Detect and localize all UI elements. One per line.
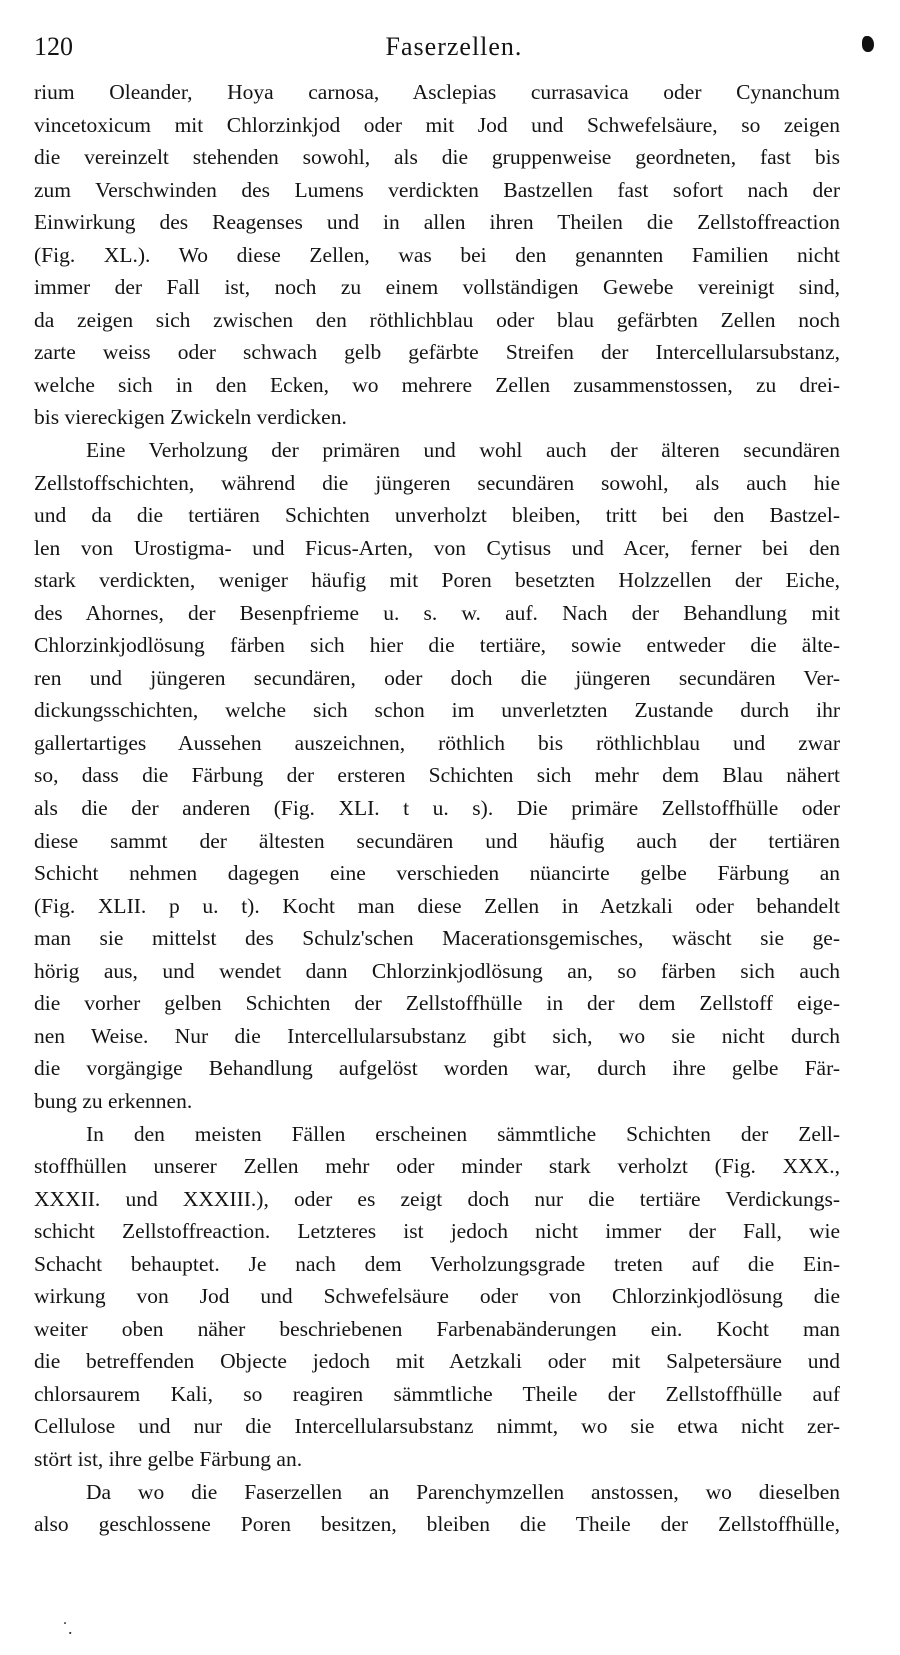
- text-line: weiter oben näher beschriebenen Farbenabänderungen ein. Kocht man: [34, 1316, 840, 1341]
- text-line: gallertartiges Aussehen auszeichnen, röthlich bis röthlichblau und zwar: [34, 730, 840, 755]
- text-line: bung zu erkennen.: [34, 1088, 193, 1113]
- running-title: Faserzellen.: [385, 32, 523, 61]
- text-line: rium Oleander, Hoya carnosa, Asclepias currasavica oder Cynanchum: [34, 80, 840, 104]
- text-line: Schacht behauptet. Je nach dem Verholzungsgrade treten auf die Ein-: [34, 1251, 840, 1276]
- text-line: so, dass die Färbung der ersteren Schichten sich mehr dem Blau nähert: [34, 763, 840, 788]
- text-line: ren und jüngeren secundären, oder doch die jüngeren secundären Ver-: [34, 665, 840, 690]
- text-line: (Fig. XLII. p u. t). Kocht man diese Zellen in Aetzkali oder behandelt: [34, 893, 840, 918]
- text-line: des Ahornes, der Besenpfrieme u. s. w. auf. Nach der Behandlung mit: [34, 600, 840, 625]
- text-line: und da die tertiären Schichten unverholzt bleiben, tritt bei den Bastzel-: [34, 503, 840, 528]
- text-line: XXXII. und XXXIII.), oder es zeigt doch nur die tertiäre Verdickungs-: [34, 1186, 840, 1211]
- text-line: Einwirkung des Reagenses und in allen ihren Theilen die Zellstoffreaction: [34, 210, 840, 235]
- ink-blot-mark: [862, 36, 874, 52]
- text-line: bis viereckigen Zwickeln verdicken.: [34, 405, 347, 430]
- text-line: zum Verschwinden des Lumens verdickten Bastzellen fast sofort nach der: [34, 177, 840, 202]
- text-line: hörig aus, und wendet dann Chlorzinkjodlösung an, so färben sich auch: [34, 958, 840, 983]
- text-line: vincetoxicum mit Chlorzinkjod oder mit Jod und Schwefelsäure, so zeigen: [34, 112, 840, 137]
- text-line: stört ist, ihre gelbe Färbung an.: [34, 1446, 303, 1471]
- text-line: Chlorzinkjodlösung färben sich hier die tertiäre, sowie entweder die älte-: [34, 633, 840, 658]
- text-line: immer der Fall ist, noch zu einem vollständigen Gewebe vereinigt sind,: [34, 275, 840, 300]
- text-line: schicht Zellstoffreaction. Letzteres ist jedoch nicht immer der Fall, wie: [34, 1219, 840, 1244]
- text-line: wirkung von Jod und Schwefelsäure oder von Chlorzinkjodlösung die: [34, 1284, 840, 1309]
- text-line: da zeigen sich zwischen den röthlichblau oder blau gefärbten Zellen noch: [34, 307, 840, 332]
- text-line: Schicht nehmen dagegen eine verschieden nüancirte gelbe Färbung an: [34, 861, 840, 886]
- text-line: nen Weise. Nur die Intercellularsubstanz gibt sich, wo sie nicht durch: [34, 1023, 840, 1048]
- text-line: chlorsaurem Kali, so reagiren sämmtliche Theile der Zellstoffhülle auf: [34, 1381, 840, 1406]
- text-line: (Fig. XL.). Wo diese Zellen, was bei den genannten Familien nicht: [34, 242, 840, 267]
- text-line: Zellstoffschichten, während die jüngeren secundären sowohl, als auch hie: [34, 470, 840, 495]
- text-line: die vorgängige Behandlung aufgelöst worden war, durch ihre gelbe Fär-: [34, 1056, 840, 1081]
- text-line: dickungsschichten, welche sich schon im unverletzten Zustande durch ihr: [34, 698, 840, 723]
- stray-ink-mark: ˙.: [62, 1618, 73, 1638]
- text-line: die vorher gelben Schichten der Zellstoffhülle in der dem Zellstoff eige-: [34, 991, 840, 1016]
- body-text: [34, 76, 840, 1541]
- text-line: die betreffenden Objecte jedoch mit Aetzkali oder mit Salpetersäure und: [34, 1349, 840, 1374]
- text-line: stoffhüllen unserer Zellen mehr oder minder stark verholzt (Fig. XXX.,: [34, 1154, 840, 1179]
- text-line: zarte weiss oder schwach gelb gefärbte Streifen der Intercellularsubstanz,: [34, 340, 840, 365]
- text-line: man sie mittelst des Schulz'schen Macerationsgemisches, wäscht sie ge-: [34, 926, 840, 951]
- text-line: welche sich in den Ecken, wo mehrere Zellen zusammenstossen, zu drei-: [34, 372, 840, 397]
- page-number: 120: [34, 32, 73, 61]
- page-header: [34, 30, 874, 70]
- text-line: In den meisten Fällen erscheinen sämmtliche Schichten der Zell-: [86, 1121, 840, 1146]
- text-line: Eine Verholzung der primären und wohl auch der älteren secundären: [86, 438, 840, 463]
- text-line: len von Urostigma- und Ficus-Arten, von Cytisus und Acer, ferner bei den: [34, 535, 840, 560]
- text-line: als die der anderen (Fig. XLI. t u. s). Die primäre Zellstoffhülle oder: [34, 796, 840, 821]
- text-line: diese sammt der ältesten secundären und häufig auch der tertiären: [34, 828, 840, 853]
- text-line: die vereinzelt stehenden sowohl, als die gruppenweise geordneten, fast bis: [34, 145, 840, 170]
- text-line: Da wo die Faserzellen an Parenchymzellen anstossen, wo dieselben: [86, 1479, 840, 1504]
- text-line: also geschlossene Poren besitzen, bleiben die Theile der Zellstoffhülle,: [34, 1512, 840, 1537]
- text-line: stark verdickten, weniger häufig mit Poren besetzten Holzzellen der Eiche,: [34, 568, 840, 593]
- text-line: Cellulose und nur die Intercellularsubstanz nimmt, wo sie etwa nicht zer-: [34, 1414, 840, 1439]
